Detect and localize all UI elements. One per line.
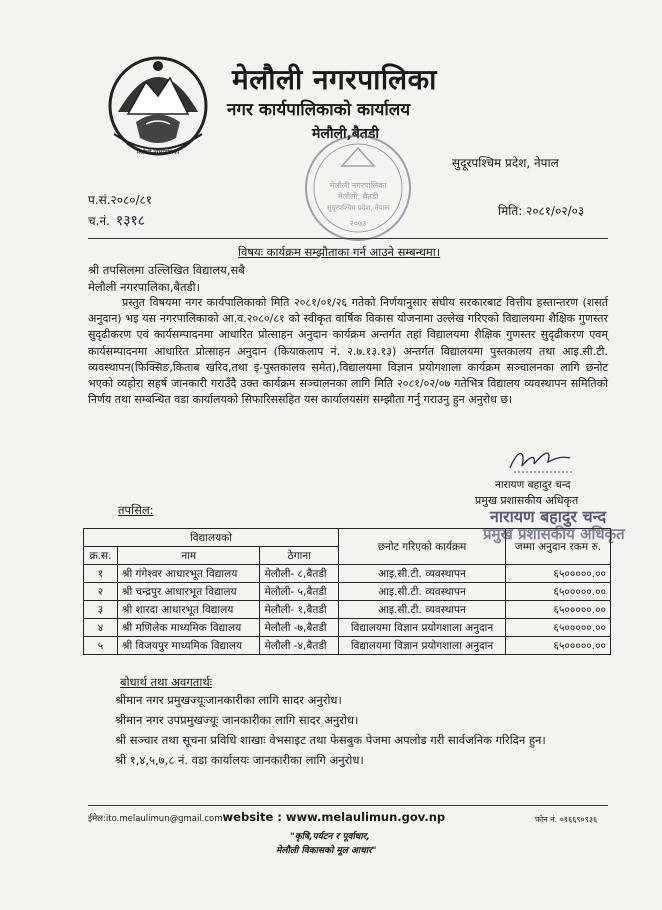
stamp-line3: सुदूरपश्चिम प्रदेश, नेपाल [326,204,390,212]
letter-subject: विषयः कार्यक्रम सम्झौताका गर्न आउने सम्बन्धमा। [238,245,441,259]
program-cell: विद्यालयमा विज्ञान प्रयोगशाला अनुदान [339,619,506,637]
signer-name: नारायण बहादुर चन्द [495,479,571,491]
program-cell: विद्यालयमा विज्ञान प्रयोगशाला अनुदान [339,637,506,655]
stamp-line2: मेलौली, बैतडी [337,192,379,201]
dispatch-label: च.नं. [88,214,110,228]
school-name-cell: श्री विजयपुर माध्यमिक विद्यालय [118,637,260,655]
table-row [84,637,611,655]
address-cell: मेलौली- ८,बैतडी [260,565,339,583]
signature-stamp-title: प्रमुख प्रशासकीय अधिकृत [483,525,625,543]
footer-slogan: मेलौली विकासको मूल आधार" [276,846,377,856]
footer-website[interactable]: website : www.melaulimun.gov.np [222,810,446,824]
office-stamp [302,132,414,244]
sn-cell: ३ [84,601,118,619]
address-cell: मेलौली -७,बैतडी [260,619,339,637]
sn-cell: ५ [84,637,118,655]
sn-header: क्र.स. [84,547,118,565]
program-cell: आइ.सी.टी. व्यवस्थापन [339,601,506,619]
table-row [84,601,611,619]
office-name: मेलौली नगरपालिका [232,63,437,96]
signature-stamp-name: नारायण बहादुर चन्द [490,507,607,526]
amount-cell: ६५०००००.०० [505,565,610,583]
province-label: सुदूरपश्चिम प्रदेश, नेपाल [452,156,559,170]
office-subtitle: नगर कार्यपालिकाको कार्यालय [227,100,411,120]
address-cell: मेलौली- ५,बैतडी [260,583,339,601]
school-name-cell: श्री चन्द्रपुर आधारभूत विद्यालय [118,583,260,601]
amount-cell: ६५०००००.०० [505,601,610,619]
header-divider [88,238,608,239]
cc-item: श्रीमान नगर प्रमुखज्यूःजानकारीका लागि सादर अनुरोध। [115,693,342,707]
letter-date: मिति: २०८१/०२/०३ [498,204,585,218]
table-row [84,565,611,583]
group-header: विद्यालयको [84,529,339,547]
sn-cell: ४ [84,619,118,637]
signer-title: प्रमुख प्रशासकीय अधिकृत [475,494,579,507]
table-row [84,619,611,637]
address-cell: मेलौली -४,बैतडी [260,637,339,655]
footer-slogan: "कृषि,पर्यटन र पूर्वाधार, [290,832,370,842]
cc-item: श्री १,४,५,७,८ नं. वडा कार्यालयः जानकारीका लागि अनुरोध। [115,753,364,767]
dispatch-number-value: १३१८ [115,213,146,229]
nepal-emblem-logo [106,52,210,160]
stamp-line1: मेलौली नगरपालिका [329,181,387,190]
cc-item: श्री सञ्चार तथा सूचना प्रविधि शाखाः वेभसाइट तथा फेसबुक पेजमा अपलोड गरी सार्वजनिक गरिदिन हुन। [115,733,546,747]
table-row [84,583,611,601]
emblem-caption: मेलौली नगरपालिका [136,149,180,156]
footer-contact [88,810,445,824]
program-cell: आइ.सी.टी. व्यवस्थापन [339,565,506,583]
stamp-line4: २०७३ [349,219,367,228]
amount-cell: ६५०००००.०० [505,583,610,601]
schools-table [83,528,611,655]
addressee-line: श्री तपसिलमा उल्लिखित विद्यालय,सबै [88,263,245,277]
amount-cell: ६५०००००.०० [505,619,610,637]
program-cell: आइ.सी.टी. व्यवस्थापन [339,583,506,601]
office-place: मेलौली,बैतडी [312,126,380,142]
school-name-cell: श्री मणिलेक माध्यमिक विद्यालय [118,619,260,637]
addressee-line: मेलौली नगरपालिका,बैतडी। [88,280,201,294]
table-header-row [84,529,611,547]
footer-email[interactable]: ईमेल:ito.melaulimun@gmail.com [88,814,223,824]
details-label: तपसिल: [118,503,154,517]
name-header: नाम [118,547,260,565]
sn-cell: १ [84,565,118,583]
cc-label: बोधार्थ तथा अवगतार्थः [120,675,212,689]
school-name-cell: श्री गंगेश्वर आधारभूत विद्यालय [118,565,260,583]
school-name-cell: श्री शारदा आधारभूत विद्यालय [118,601,260,619]
handwritten-signature [500,438,580,478]
footer-phone: फोन नं. ०९६६९०९३६ [535,815,598,824]
sn-cell: २ [84,583,118,601]
address-header: ठेगाना [260,547,339,565]
reference-number: प.सं.२०८०/८१ [88,193,153,207]
footer-divider [88,805,608,806]
amount-header: जम्मा अनुदान रकम रु. [505,529,610,565]
dispatch-number [88,211,145,230]
letter-body: प्रस्तुत विषयमा नगर कार्यपालिकाको मिति २०८१/०१/२६ गतेको निर्णयानुसार संघीय सरकारबाट वित्तीय हस्तान्तरण (शसर्त अनुदान) भइ यस नगरपालिकाको आ.व.२०८०/८१ को स्वीकृत वार्षिक विकास योजनामा उल्लेख गरिएको विद्यालयमा शैक्षिक गुणस्तर सुदृढीकरण एवं कार्यसम्पादनमा आधारित प्रोत्साहन अनुदान कार्यक्रम अन्तर्गत तहां विद्यालयमा शैक्षिक गुणस्तर सुदृढीकरण एवम् कार्यसम्पादनमा आधारित प्रोत्साहन अनुदान (कियाकलाप नं. २.७.१३.१३) अन्तर्गत विद्यालयमा पुस्तकालय तथा आइ.सी.टी. व्यवस्थापन(फिक्सिङ,किताब खरिद,तथा इ-पुस्तकालय समेत),विद्यालयमा विज्ञान प्रयोगशाला कार्यक्रम सञ्चालनका लागि छनोट भएको व्यहोरा सहर्ष जानकारी गराउँदै उक्त कार्यक्रम सञ्चालनका लागि मिति २०८१/०२/०७ गतेभित्र विद्यालय व्यवस्थापन समितिको निर्णय तथा सम्बन्धित वडा कार्यालयको सिफारिससहित यस कार्यालयसंग सम्झौता गर्नु गराउनु हुन अनुरोध छ। [88,296,608,407]
amount-cell: ६५०००००.०० [505,637,610,655]
cc-item: श्रीमान नगर उपप्रमुखज्यूः जानकारीका लागि सादर अनुरोध। [115,713,359,727]
address-cell: मेलौली- १,बैतडी [260,601,339,619]
program-header: छनोट गरिएको कार्यक्रम [339,529,506,565]
